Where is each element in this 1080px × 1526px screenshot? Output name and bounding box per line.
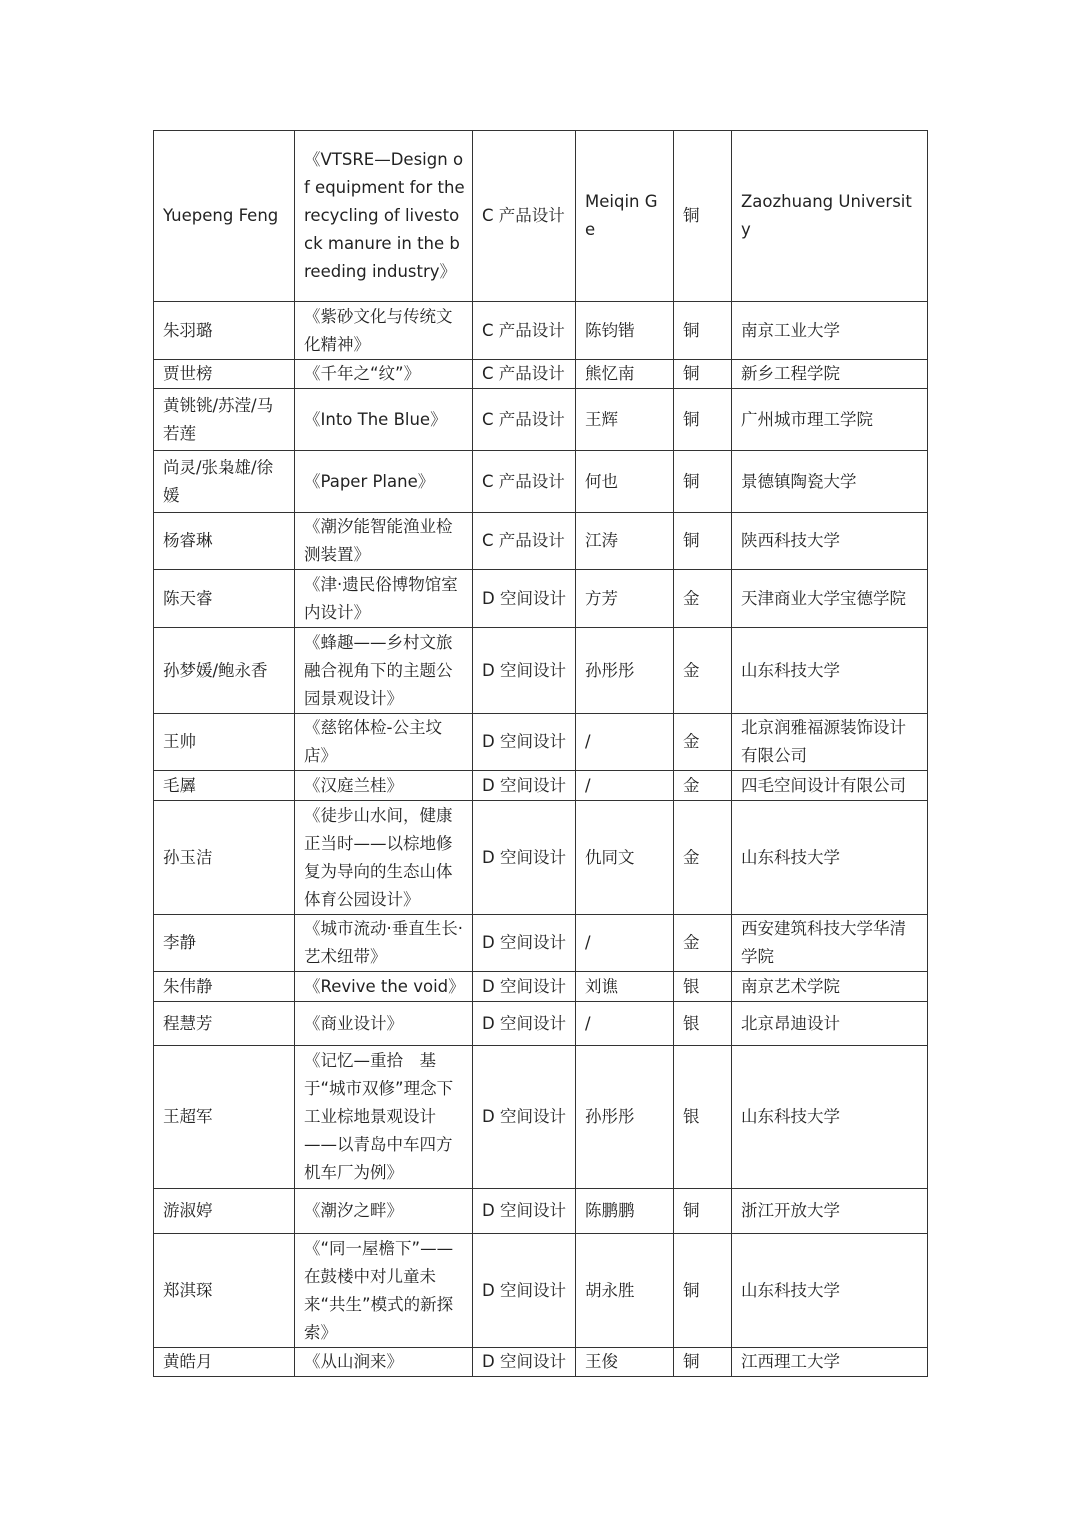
- award-cell: 铜: [674, 513, 732, 570]
- table-row: [154, 570, 928, 628]
- institution-cell: 山东科技大学: [732, 1046, 928, 1189]
- category-cell: C 产品设计: [473, 131, 576, 302]
- table-row: [154, 513, 928, 570]
- award-cell: 铜: [674, 1348, 732, 1377]
- tutor-cell: 陈钧锴: [576, 302, 674, 360]
- tutor-cell: 胡永胜: [576, 1234, 674, 1348]
- work-title-cell: 《从山涧来》: [295, 1348, 473, 1377]
- award-cell: 铜: [674, 389, 732, 451]
- table-row: [154, 801, 928, 915]
- table-row: [154, 1348, 928, 1377]
- work-title-cell: 《商业设计》: [295, 1002, 473, 1046]
- table-row: [154, 302, 928, 360]
- institution-cell: 新乡工程学院: [732, 360, 928, 389]
- award-cell: 金: [674, 628, 732, 714]
- institution-cell: 南京艺术学院: [732, 972, 928, 1002]
- work-title-cell: 《Revive the void》: [295, 972, 473, 1002]
- category-cell: D 空间设计: [473, 771, 576, 801]
- table-row: [154, 1002, 928, 1046]
- student-name-cell: 毛羼: [154, 771, 295, 801]
- institution-cell: 景德镇陶瓷大学: [732, 451, 928, 513]
- table-row: [154, 389, 928, 451]
- work-title-cell: 《千年之“纹”》: [295, 360, 473, 389]
- table-row: [154, 131, 928, 302]
- student-name-cell: 程慧芳: [154, 1002, 295, 1046]
- tutor-cell: 何也: [576, 451, 674, 513]
- tutor-cell: 陈鹏鹏: [576, 1189, 674, 1234]
- tutor-cell: 熊忆南: [576, 360, 674, 389]
- institution-cell: 江西理工大学: [732, 1348, 928, 1377]
- work-title-cell: 《徒步山水间，健康正当时——以棕地修复为导向的生态山体体育公园设计》: [295, 801, 473, 915]
- student-name-cell: 孙梦媛/鲍永香: [154, 628, 295, 714]
- tutor-cell: 仇同文: [576, 801, 674, 915]
- category-cell: D 空间设计: [473, 1046, 576, 1189]
- institution-cell: 西安建筑科技大学华清学院: [732, 915, 928, 972]
- work-title-cell: 《慈铭体检-公主坟店》: [295, 714, 473, 771]
- tutor-cell: /: [576, 771, 674, 801]
- category-cell: D 空间设计: [473, 628, 576, 714]
- award-cell: 铜: [674, 1189, 732, 1234]
- institution-cell: 北京昂迪设计: [732, 1002, 928, 1046]
- award-cell: 铜: [674, 1234, 732, 1348]
- student-name-cell: 杨睿琳: [154, 513, 295, 570]
- institution-cell: 北京润雅福源装饰设计有限公司: [732, 714, 928, 771]
- award-cell: 金: [674, 801, 732, 915]
- work-title-cell: 《蜂趣——乡村文旅融合视角下的主题公园景观设计》: [295, 628, 473, 714]
- work-title-cell: 《汉庭兰桂》: [295, 771, 473, 801]
- tutor-cell: Meiqin Ge: [576, 131, 674, 302]
- institution-cell: 山东科技大学: [732, 1234, 928, 1348]
- award-cell: 银: [674, 1046, 732, 1189]
- student-name-cell: 陈天睿: [154, 570, 295, 628]
- work-title-cell: 《潮汐能智能渔业检测装置》: [295, 513, 473, 570]
- student-name-cell: 李静: [154, 915, 295, 972]
- institution-cell: 四毛空间设计有限公司: [732, 771, 928, 801]
- award-cell: 铜: [674, 302, 732, 360]
- award-cell: 金: [674, 714, 732, 771]
- work-title-cell: 《城市流动·垂直生长·艺术纽带》: [295, 915, 473, 972]
- category-cell: D 空间设计: [473, 801, 576, 915]
- student-name-cell: 游淑婷: [154, 1189, 295, 1234]
- tutor-cell: 刘谯: [576, 972, 674, 1002]
- table-row: [154, 972, 928, 1002]
- institution-cell: 山东科技大学: [732, 801, 928, 915]
- tutor-cell: 王辉: [576, 389, 674, 451]
- category-cell: D 空间设计: [473, 972, 576, 1002]
- student-name-cell: 王帅: [154, 714, 295, 771]
- student-name-cell: 王超军: [154, 1046, 295, 1189]
- table-row: [154, 360, 928, 389]
- work-title-cell: 《Paper Plane》: [295, 451, 473, 513]
- category-cell: D 空间设计: [473, 1348, 576, 1377]
- student-name-cell: 孙玉洁: [154, 801, 295, 915]
- tutor-cell: /: [576, 1002, 674, 1046]
- table-row: [154, 1189, 928, 1234]
- student-name-cell: 朱伟静: [154, 972, 295, 1002]
- awards-table: [153, 130, 928, 1377]
- work-title-cell: 《Into The Blue》: [295, 389, 473, 451]
- award-cell: 金: [674, 915, 732, 972]
- institution-cell: 天津商业大学宝德学院: [732, 570, 928, 628]
- category-cell: D 空间设计: [473, 915, 576, 972]
- student-name-cell: Yuepeng Feng: [154, 131, 295, 302]
- institution-cell: 广州城市理工学院: [732, 389, 928, 451]
- category-cell: C 产品设计: [473, 302, 576, 360]
- institution-cell: 山东科技大学: [732, 628, 928, 714]
- table-row: [154, 771, 928, 801]
- award-cell: 金: [674, 771, 732, 801]
- table-row: [154, 1234, 928, 1348]
- table-row: [154, 714, 928, 771]
- category-cell: C 产品设计: [473, 451, 576, 513]
- tutor-cell: 孙彤彤: [576, 628, 674, 714]
- table-row: [154, 915, 928, 972]
- category-cell: C 产品设计: [473, 360, 576, 389]
- student-name-cell: 郑淇琛: [154, 1234, 295, 1348]
- work-title-cell: 《紫砂文化与传统文化精神》: [295, 302, 473, 360]
- institution-cell: 浙江开放大学: [732, 1189, 928, 1234]
- table-row: [154, 1046, 928, 1189]
- institution-cell: Zaozhuang University: [732, 131, 928, 302]
- award-cell: 铜: [674, 360, 732, 389]
- student-name-cell: 贾世榜: [154, 360, 295, 389]
- tutor-cell: 王俊: [576, 1348, 674, 1377]
- work-title-cell: 《VTSRE—Design of equipment for the recycling of livestock manure in the breeding industry》: [295, 131, 473, 302]
- work-title-cell: 《潮汐之畔》: [295, 1189, 473, 1234]
- category-cell: D 空间设计: [473, 570, 576, 628]
- tutor-cell: 方芳: [576, 570, 674, 628]
- table-row: [154, 628, 928, 714]
- tutor-cell: /: [576, 714, 674, 771]
- award-cell: 金: [674, 570, 732, 628]
- student-name-cell: 黄皓月: [154, 1348, 295, 1377]
- student-name-cell: 黄铫铫/苏滢/马若莲: [154, 389, 295, 451]
- award-cell: 银: [674, 972, 732, 1002]
- category-cell: D 空间设计: [473, 1189, 576, 1234]
- work-title-cell: 《“同一屋檐下”——在鼓楼中对儿童未来“共生”模式的新探索》: [295, 1234, 473, 1348]
- student-name-cell: 朱羽璐: [154, 302, 295, 360]
- institution-cell: 陕西科技大学: [732, 513, 928, 570]
- category-cell: D 空间设计: [473, 1002, 576, 1046]
- category-cell: D 空间设计: [473, 714, 576, 771]
- tutor-cell: 孙彤彤: [576, 1046, 674, 1189]
- institution-cell: 南京工业大学: [732, 302, 928, 360]
- table-row: [154, 451, 928, 513]
- tutor-cell: 江涛: [576, 513, 674, 570]
- category-cell: C 产品设计: [473, 389, 576, 451]
- work-title-cell: 《记忆—重拾 基于“城市双修”理念下工业棕地景观设计——以青岛中车四方机车厂为例》: [295, 1046, 473, 1189]
- award-cell: 铜: [674, 451, 732, 513]
- work-title-cell: 《津·遗民俗博物馆室内设计》: [295, 570, 473, 628]
- award-cell: 银: [674, 1002, 732, 1046]
- award-cell: 铜: [674, 131, 732, 302]
- category-cell: C 产品设计: [473, 513, 576, 570]
- student-name-cell: 尚灵/张枭雄/徐媛: [154, 451, 295, 513]
- category-cell: D 空间设计: [473, 1234, 576, 1348]
- tutor-cell: /: [576, 915, 674, 972]
